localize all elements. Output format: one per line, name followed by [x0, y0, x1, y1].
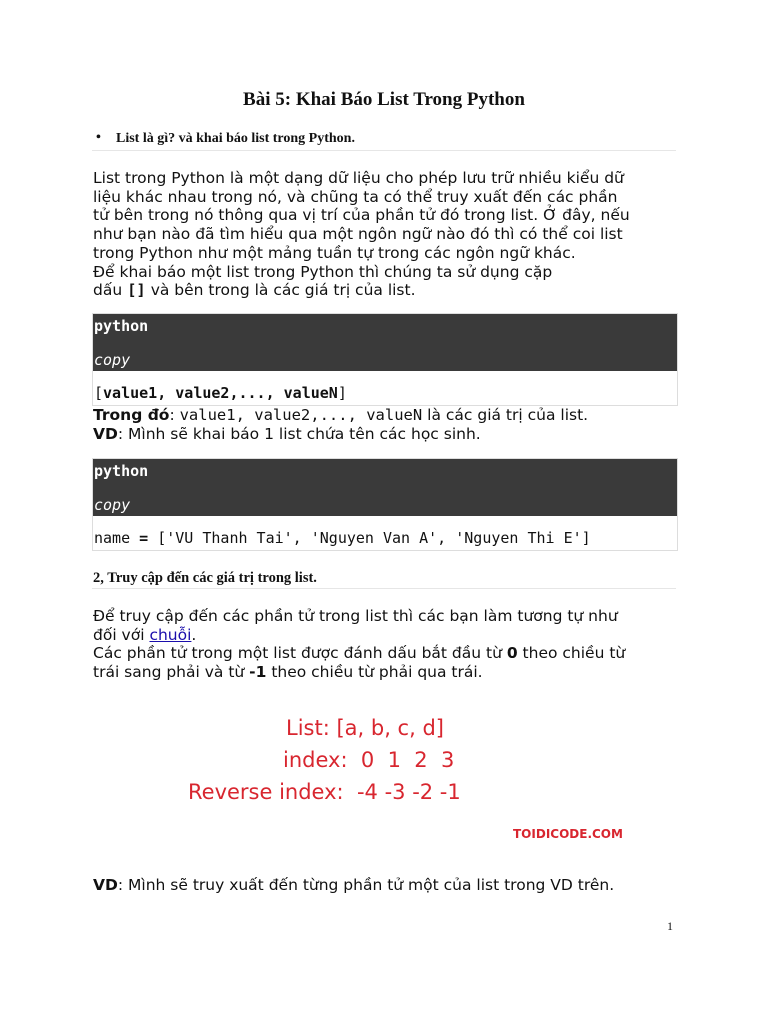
bullet-icon: • [96, 130, 101, 145]
code-body [93, 516, 677, 550]
copy-button[interactable]: copy [94, 496, 131, 514]
intro-paragraph [93, 169, 683, 300]
diagram-reverse-line: Reverse index: -4 -3 -2 -1 [188, 780, 461, 804]
vd-line: VD: Mình sẽ khai báo 1 list chứa tên các học sinh. [93, 424, 481, 443]
watermark-logo: TOIDICODE.COM [513, 827, 623, 841]
vd2-paragraph: VD: Mình sẽ truy xuất đến từng phần tử một của list trong VD trên. [93, 876, 615, 894]
intro-line: liệu khác nhau trong nó, và chũng ta có thể truy xuất đến các phần [93, 187, 618, 206]
code-header [93, 314, 677, 371]
intro-line: tử bên trong nó thông qua vị trí của phần tử đó trong list. Ở đây, nếu [93, 206, 630, 225]
copy-button[interactable]: copy [94, 351, 131, 369]
section-heading: 2, Truy cập đến các giá trị trong list. [93, 570, 317, 586]
code-block [92, 458, 678, 551]
intro-line: Để khai báo một list trong Python thì chúng ta sử dụng cặp [93, 262, 553, 281]
page-number: 1 [667, 919, 673, 933]
diagram-list-line: List: [a, b, c, d] [286, 716, 444, 740]
bullet-heading-text: List là gì? và khai báo list trong Python. [116, 131, 355, 146]
intro-line-last: dấu [] và bên trong là các giá trị của list. [93, 281, 416, 300]
bullet-heading [96, 130, 355, 147]
code-body [93, 371, 677, 405]
code-block [92, 313, 678, 406]
code-language-label: python [94, 462, 149, 480]
diagram-index-line: index: 0 1 2 3 [283, 748, 455, 772]
index-diagram-image [186, 712, 646, 850]
explain-line: Trong đó: value1, value2,..., valueN là các giá trị của list. [93, 406, 589, 424]
code-header [93, 459, 677, 516]
divider [92, 588, 676, 589]
code-line: [value1, value2,..., valueN] [94, 384, 347, 402]
inline-code: [] [127, 281, 146, 300]
code-line: name = ['VU Thanh Tai', 'Nguyen Van A', 'Nguyen Thi E'] [94, 529, 591, 547]
link-chuoi[interactable]: chuỗi [149, 625, 192, 644]
explain-paragraph [93, 406, 683, 443]
intro-line: trong Python như một mảng tuần tự trong các ngôn ngữ khác. [93, 243, 576, 262]
intro-line: như bạn nào đã tìm hiểu qua một ngôn ngữ nào đó thì có thể coi list [93, 225, 623, 244]
access-paragraph: Để truy cập đến các phần tử trong list thì các bạn làm tương tự như đối với chuỗi. Các phần tử trong một list được đánh dấu bắt đầu từ 0 theo chiều từ trái sang phải và từ -1 theo chiều từ phải qua trái. [93, 607, 626, 682]
inline-code: value1, value2,..., valueN [179, 406, 423, 424]
intro-line: List trong Python là một dạng dữ liệu cho phép lưu trữ nhiều kiểu dữ [93, 169, 624, 187]
page-title: Bài 5: Khai Báo List Trong Python [243, 89, 525, 110]
divider [92, 150, 676, 151]
code-language-label: python [94, 317, 149, 335]
